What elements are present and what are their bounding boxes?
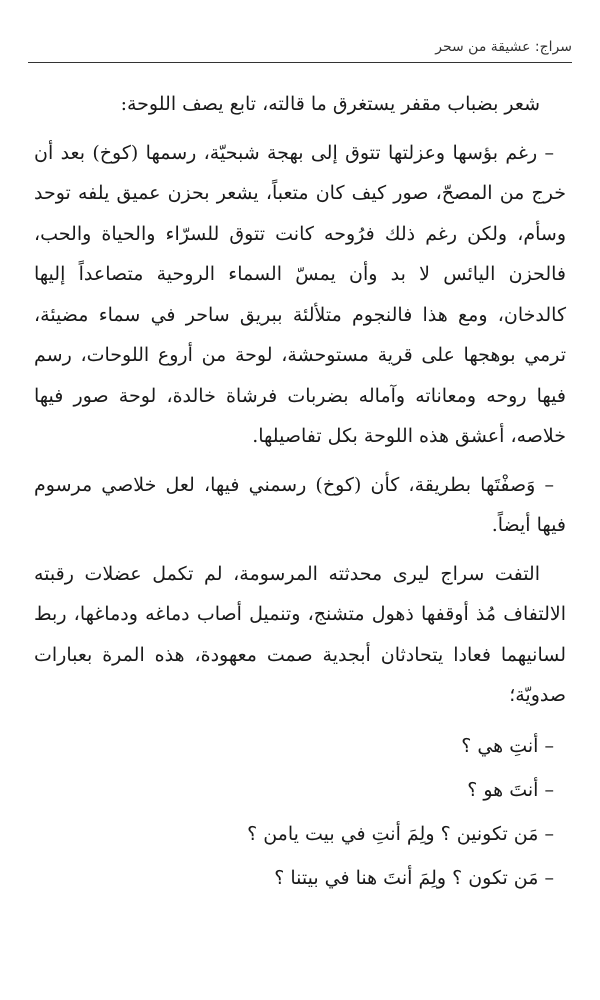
dialog-line-3: – مَن تكونين ؟ ولِمَ أنتِ في بيت يامن ؟ [247, 822, 554, 845]
dialog-line-4: – مَن تكون ؟ ولِمَ أنتَ هنا في بيتنا ؟ [274, 866, 554, 889]
dialog-line-1: – أنتِ هي ؟ [461, 734, 554, 757]
paragraph-intro: شعر بضباب مقفر يستغرق ما قالته، تابع يصف اللوحة: [120, 93, 540, 115]
running-title: سراج: عشيقة من سحر [435, 39, 572, 55]
dialog-line-2: – أنتَ هو ؟ [467, 778, 554, 801]
running-header [28, 36, 572, 63]
paragraph-reply: – وَصفْتَها بطريقة، كأن (كوخ) رسمني فيها، لعل خلاصي مرسوم فيها أيضاً. [34, 473, 566, 536]
paragraph-painting-description: – رغم بؤسها وعزلتها تتوق إلى بهجة شبحيّة، رسمها (كوخ) بعد أن خرج من المصحّ، صور كيف كان متعباً، يشعر بحزن عميق يلفه توحد وسأم، ولكن رغم ذلك فرُوحه كانت تتوق للسرّاء والحياة والحب، فالحزن اليائس لا بد وأن يمسّ السماء الروحية متصاعداً إليها كالدخان، ومع هذا فالنجوم متلألئة ببريق ساحر في سماء مضيئة، ترمي بوهجها على قرية مستوحشة، لوحة من أروع اللوحات، رسم فيها روحه ومعاناته وآماله بضربات فرشاة خالدة، لوحة صور فيها خلاصه، أعشق هذه اللوحة بكل تفاصيلها. [34, 141, 566, 447]
paragraph-narration: التفت سراج ليرى محدثته المرسومة، لم تكمل عضلات رقبته الالتفاف مُذ أوقفها ذهول متشنج، وتنميل أصاب دماغه ودماغها، ربط لسانيهما فعادا يتحادثان أبجدية صمت معهودة، هذه المرة بعبارات صدويّة؛ [34, 562, 566, 706]
page-body [34, 84, 566, 900]
